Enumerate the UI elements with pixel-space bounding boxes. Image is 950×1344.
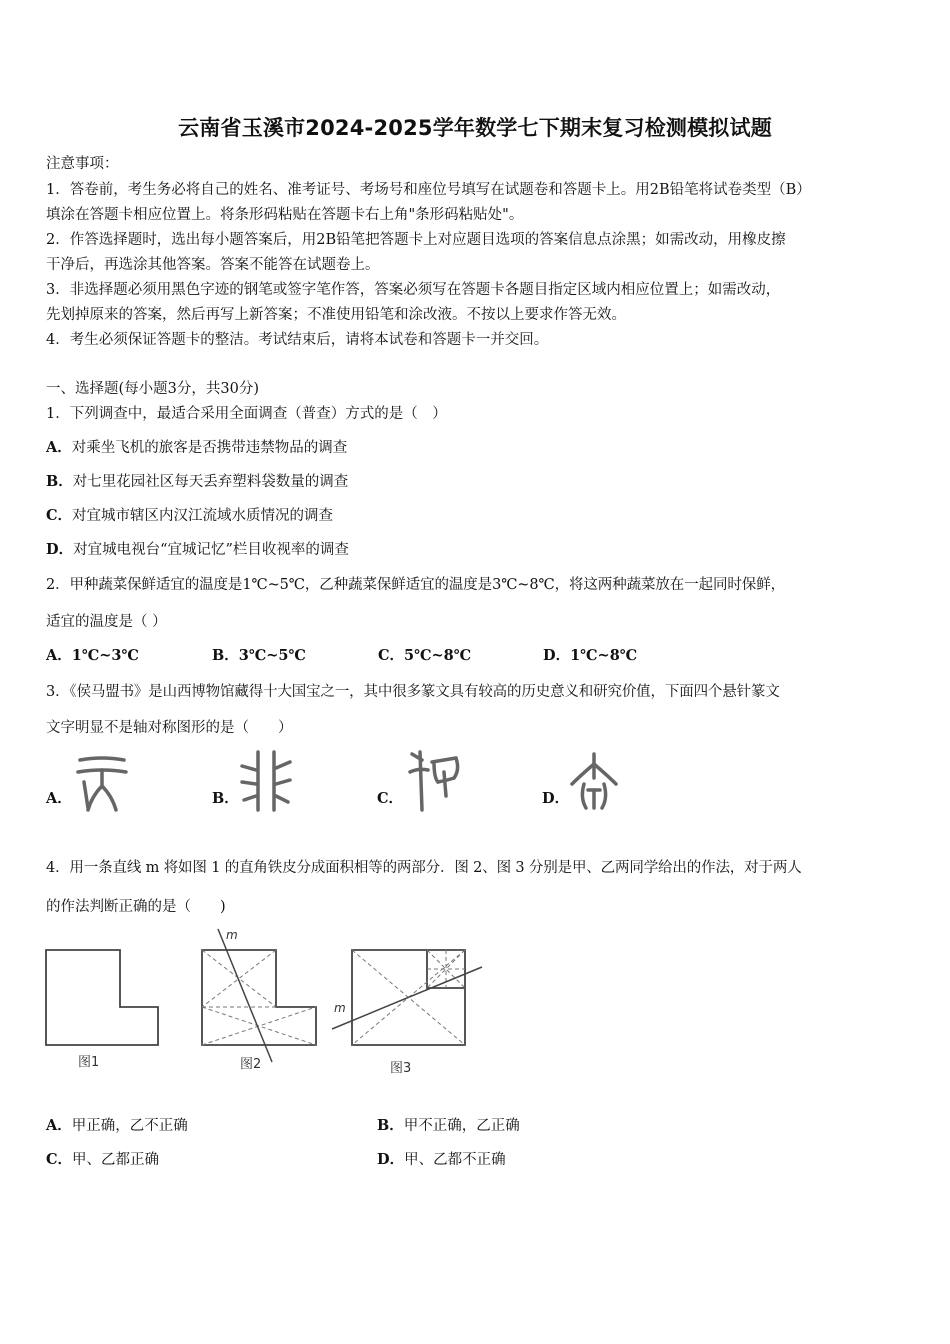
option-text: 甲、乙都正确: [72, 1152, 160, 1168]
option-label: A．: [46, 439, 72, 456]
option-label: D．: [377, 1151, 405, 1168]
seal-glyph-d-image: [568, 750, 620, 814]
notice-heading: 注意事项：: [46, 156, 119, 172]
option-label: B．: [377, 1117, 404, 1134]
question-1-stem: 1．下列调查中，最适合采用全面调查（普查）方式的是（ ）: [46, 406, 447, 422]
q4-option-b: [377, 1114, 520, 1135]
option-label: C．: [46, 507, 73, 524]
option-text: 甲、乙都不正确: [404, 1152, 506, 1168]
q4-option-c: [46, 1148, 159, 1169]
notice-line: 1．答卷前，考生务必将自己的姓名、准考证号、考场号和座位号填写在试题卷和答题卡上。用2B铅笔将试卷类型（B）: [46, 182, 811, 198]
option-text: 对宜城电视台“宜城记忆”栏目收视率的调查: [73, 542, 349, 558]
section-heading: 一、选择题(每小题3分，共30分): [46, 381, 259, 397]
option-text: 甲不正确，乙正确: [403, 1118, 520, 1134]
option-label: D．: [543, 647, 571, 664]
figure-3-line-label: m: [334, 1001, 346, 1015]
question-3-stem-cont: 文字明显不是轴对称图形的是（ ）: [46, 720, 293, 736]
option-label: A．: [46, 647, 72, 664]
notice-line: 填涂在答题卡相应位置上。将条形码粘贴在答题卡右上角"条形码粘贴处"。: [46, 207, 524, 223]
q3-option-a-label: A．: [46, 790, 72, 807]
q1-option-b: [46, 470, 348, 491]
option-label: C．: [378, 647, 405, 664]
option-text: 对七里花园社区每天丢弃塑料袋数量的调查: [72, 474, 349, 490]
notice-line: 4．考生必须保证答题卡的整洁。考试结束后，请将本试卷和答题卡一并交回。: [46, 332, 549, 348]
q4-figures: [40, 925, 500, 1080]
option-text: 1℃~8℃: [570, 647, 638, 664]
seal-glyph-c-image: [404, 746, 464, 814]
figure-2-shape: [202, 928, 316, 1062]
page-title: 云南省玉溪市2024-2025学年数学七下期末复习检测模拟试题: [178, 116, 772, 140]
option-label: D．: [46, 541, 74, 558]
q3-option-b-label: B．: [212, 790, 239, 807]
notice-line: 2．作答选择题时，选出每小题答案后，用2B铅笔把答题卡上对应题目选项的答案信息点涂黑；如需改动，用橡皮擦: [46, 232, 786, 248]
figure-1-shape: [46, 950, 158, 1045]
q3-option-c-label: C．: [377, 790, 404, 807]
q2-option-a: [46, 644, 139, 665]
figure-2-line-label: m: [226, 928, 238, 942]
seal-glyph-b-image: [238, 748, 294, 814]
option-text: 5℃~8℃: [404, 647, 472, 664]
notice-line: 先划掉原来的答案，然后再写上新答案；不准使用铅笔和涂改液。不按以上要求作答无效。: [46, 307, 626, 323]
option-label: A．: [46, 1117, 72, 1134]
option-label: C．: [46, 1151, 73, 1168]
option-text: 对乘坐飞机的旅客是否携带违禁物品的调查: [71, 440, 348, 456]
q1-option-c: [46, 504, 333, 525]
q1-option-d: [46, 538, 349, 559]
option-text: 甲正确，乙不正确: [71, 1118, 188, 1134]
q1-option-a: [46, 436, 347, 457]
q2-option-b: [212, 644, 306, 665]
figure-1-caption: 图1: [78, 1055, 100, 1070]
question-4-stem: 4．用一条直线 m 将如图 1 的直角铁皮分成面积相等的两部分．图 2、图 3 分别是甲、乙两同学给出的作法，对于两人: [46, 860, 802, 876]
option-text: 3℃~5℃: [238, 647, 306, 664]
question-3-stem: 3．《侯马盟书》是山西博物馆藏得十大国宝之一，其中很多篆文具有较高的历史意义和研究价值，下面四个悬针篆文: [46, 684, 780, 700]
q2-option-d: [543, 644, 637, 665]
figure-3-caption: 图3: [390, 1061, 412, 1076]
figure-2-caption: 图2: [240, 1057, 262, 1072]
question-2-stem-cont: 适宜的温度是（ ）: [46, 614, 167, 630]
q4-option-d: [377, 1148, 506, 1169]
figure-3-shape: [332, 950, 482, 1045]
q2-option-c: [378, 644, 471, 665]
option-label: B．: [46, 473, 73, 490]
notice-line: 3．非选择题必须用黑色字迹的钢笔或签字笔作答，答案必须写在答题卡各题目指定区域内相应位置上；如需改动，: [46, 282, 781, 298]
q4-option-a: [46, 1114, 188, 1135]
question-2-stem: 2．甲种蔬菜保鲜适宜的温度是1℃~5℃，乙种蔬菜保鲜适宜的温度是3℃~8℃，将这两种蔬菜放在一起同时保鲜，: [46, 577, 786, 593]
seal-glyph-a-image: [74, 752, 130, 814]
question-4-stem-cont: 的作法判断正确的是（ ): [46, 899, 226, 915]
option-text: 1℃~3℃: [71, 647, 139, 664]
option-text: 对宜城市辖区内汉江流域水质情况的调查: [72, 508, 334, 524]
notice-line: 干净后，再选涂其他答案。答案不能答在试题卷上。: [46, 257, 380, 273]
option-label: B．: [212, 647, 239, 664]
q3-option-d-label: D．: [542, 790, 570, 807]
